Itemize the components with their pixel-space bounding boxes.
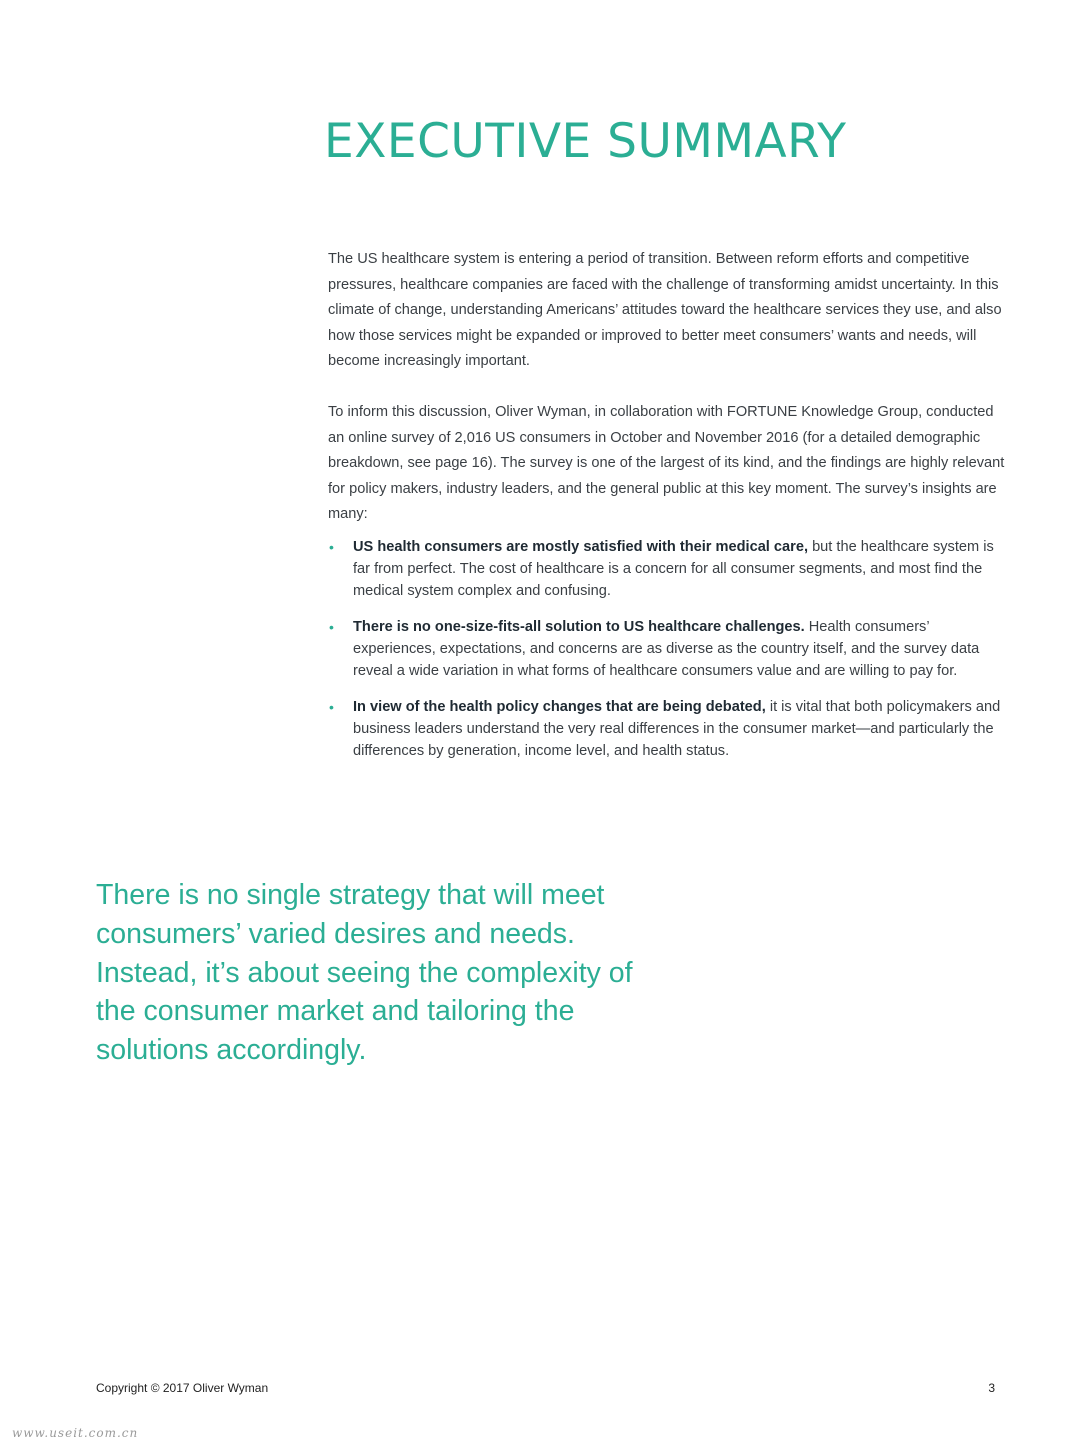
footer-copyright: Copyright © 2017 Oliver Wyman: [96, 1381, 269, 1395]
list-item: [328, 616, 1008, 682]
bullet-text: it is vital that both policymakers and business leaders understand the very real differences in the consumer market—and particularly the differences by generation, income level, and health status.: [353, 699, 1001, 759]
list-item: [328, 536, 1008, 602]
insights-list: [328, 536, 1008, 776]
intro-paragraph-2: To inform this discussion, Oliver Wyman, in collaboration with FORTUNE Knowledge Group, conducted an online survey of 2,016 US consumers in October and November 2016 (for a detailed demographic breakdown, see page 16). The survey is one of the largest of its kind, and the findings are highly relevant for policy makers, industry leaders, and the general public at this key moment. The survey’s insights are many:: [328, 404, 1005, 522]
page-number: 3: [988, 1381, 995, 1395]
bullet-icon: •: [329, 539, 334, 555]
bullet-text: Health consumers’ experiences, expectations, and concerns are as diverse as the country itself, and the survey data reveal a wide variation in what forms of healthcare consumers value and are willing to pay for.: [353, 619, 980, 679]
list-item: [328, 696, 1008, 762]
bullet-lead: US health consumers are mostly satisfied with their medical care,: [353, 539, 809, 555]
watermark: www.useit.com.cn: [12, 1426, 139, 1440]
bullet-icon: •: [329, 619, 334, 635]
bullet-text: but the healthcare system is far from perfect. The cost of healthcare is a concern for all consumer segments, and most find the medical system complex and confusing.: [353, 539, 994, 599]
intro-paragraph-1: The US healthcare system is entering a period of transition. Between reform efforts and competitive pressures, healthcare companies are faced with the challenge of transforming amidst uncertainty. In this climate of change, understanding Americans’ attitudes toward the healthcare services they use, and also how those services might be expanded or improved to better meet consumers’ wants and needs, will become increasingly important.: [328, 251, 1002, 369]
bullet-lead: In view of the health policy changes that are being debated,: [353, 699, 766, 715]
pull-quote: There is no single strategy that will meet consumers’ varied desires and needs. Instead, it’s about seeing the complexity of the consumer market and tailoring the solutions accordingly.: [96, 879, 633, 1067]
bullet-icon: •: [329, 699, 334, 715]
page-title: EXECUTIVE SUMMARY: [324, 114, 847, 169]
bullet-lead: There is no one-size-fits-all solution to US healthcare challenges.: [353, 619, 805, 635]
